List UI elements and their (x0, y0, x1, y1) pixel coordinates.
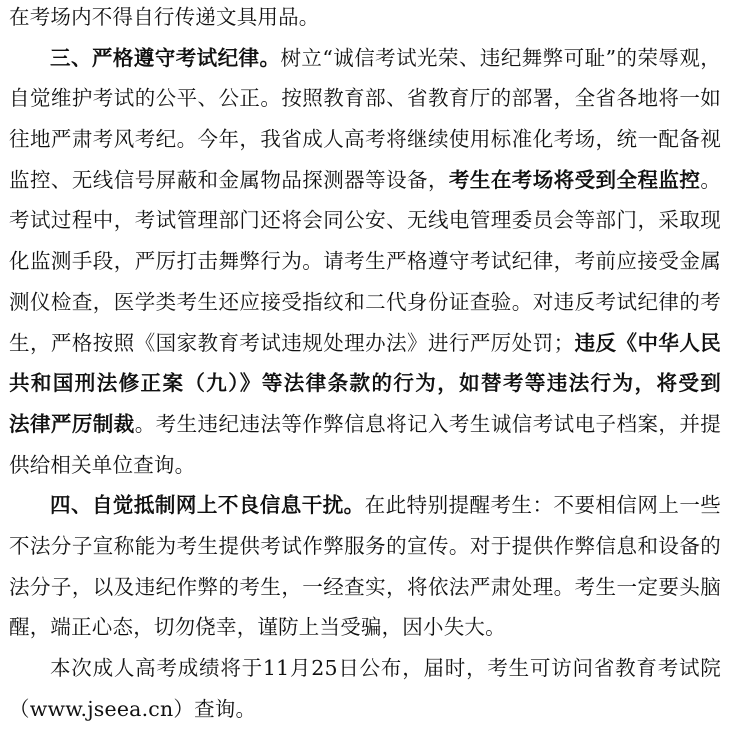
article-body (9, 0, 721, 729)
emphasis-text: 法律严厉制裁 (9, 411, 135, 436)
paragraph-text: 测仪检查，医学类考生还应接受指纹和二代身份证查验。对违反考试纪律的考 (9, 289, 721, 314)
paragraph-text: 在此特别提醒考生：不要相信网上一些 (364, 493, 721, 518)
text-line (9, 241, 721, 282)
paragraph-text: 生，严格按照《国家教育考试违规处理办法》进行严厉处罚； (9, 330, 575, 355)
emphasis-text: 违反《中华人民 (574, 330, 721, 355)
text-line (9, 323, 721, 364)
emphasis-text: 考生在考场将受到全程监控 (448, 167, 701, 192)
text-line (9, 607, 721, 648)
paragraph-text: 化监测手段，严厉打击舞弊行为。请考生严格遵守考试纪律，考前应接受金属 (9, 249, 721, 274)
section-heading-3: 三、严格遵守考试纪律。 (50, 45, 281, 70)
text-line (9, 526, 721, 567)
paragraph-text: 在考场内不得自行传递文具用品。 (9, 5, 320, 29)
paragraph-text: 本次成人高考成绩将于11月25日公布，届时，考生可访问省教育考试院 (50, 656, 721, 680)
text-line (9, 404, 721, 445)
paragraph-text: （www.jseea.cn）查询。 (9, 696, 257, 721)
text-line (9, 160, 721, 201)
paragraph-text: 监控、无线信号屏蔽和金属物品探测器等设备， (9, 167, 449, 192)
text-line (9, 648, 721, 689)
paragraph-text: 不法分子宣称能为考生提供考试作弊服务的宣传。对于提供作弊信息和设备的 (9, 533, 721, 558)
paragraph-text: 树立“诚信考试光荣、违纪舞弊可耻”的荣辱观， (280, 45, 721, 70)
paragraph-text: 醒，端正心态，切勿侥幸，谨防上当受骗，因小失大。 (9, 615, 506, 640)
text-line (9, 200, 721, 241)
text-line (9, 445, 721, 486)
emphasis-text: 共和国刑法修正案（九）》等法律条款的行为，如替考等违法行为，将受到 (9, 371, 721, 396)
paragraph-text: 往地严肃考风考纪。今年，我省成人高考将继续使用标准化考场，统一配备视 (9, 127, 721, 152)
text-line (9, 78, 721, 119)
text-line (9, 567, 721, 608)
paragraph-text: 。考生违纪违法等作弊信息将记入考生诚信考试电子档案，并提 (134, 411, 721, 436)
text-line (9, 119, 721, 160)
text-line (9, 363, 721, 404)
text-line (9, 689, 721, 729)
right-edge (732, 0, 737, 722)
paragraph-text: 考试过程中，考试管理部门还将会同公安、无线电管理委员会等部门，采取现 (9, 208, 721, 233)
text-line (9, 0, 721, 38)
paragraph-text: 自觉维护考试的公平、公正。按照教育部、省教育厅的部署，全省各地将一如 (9, 86, 721, 111)
paragraph-text: 供给相关单位查询。 (9, 452, 196, 477)
section-heading-4: 四、自觉抵制网上不良信息干扰。 (50, 493, 365, 518)
text-line (9, 282, 721, 323)
paragraph-text: 。 (700, 167, 721, 192)
text-line (9, 38, 721, 79)
paragraph-text: 法分子，以及违纪作弊的考生，一经查实，将依法严肃处理。考生一定要头脑 (9, 574, 721, 599)
text-line (9, 485, 721, 526)
